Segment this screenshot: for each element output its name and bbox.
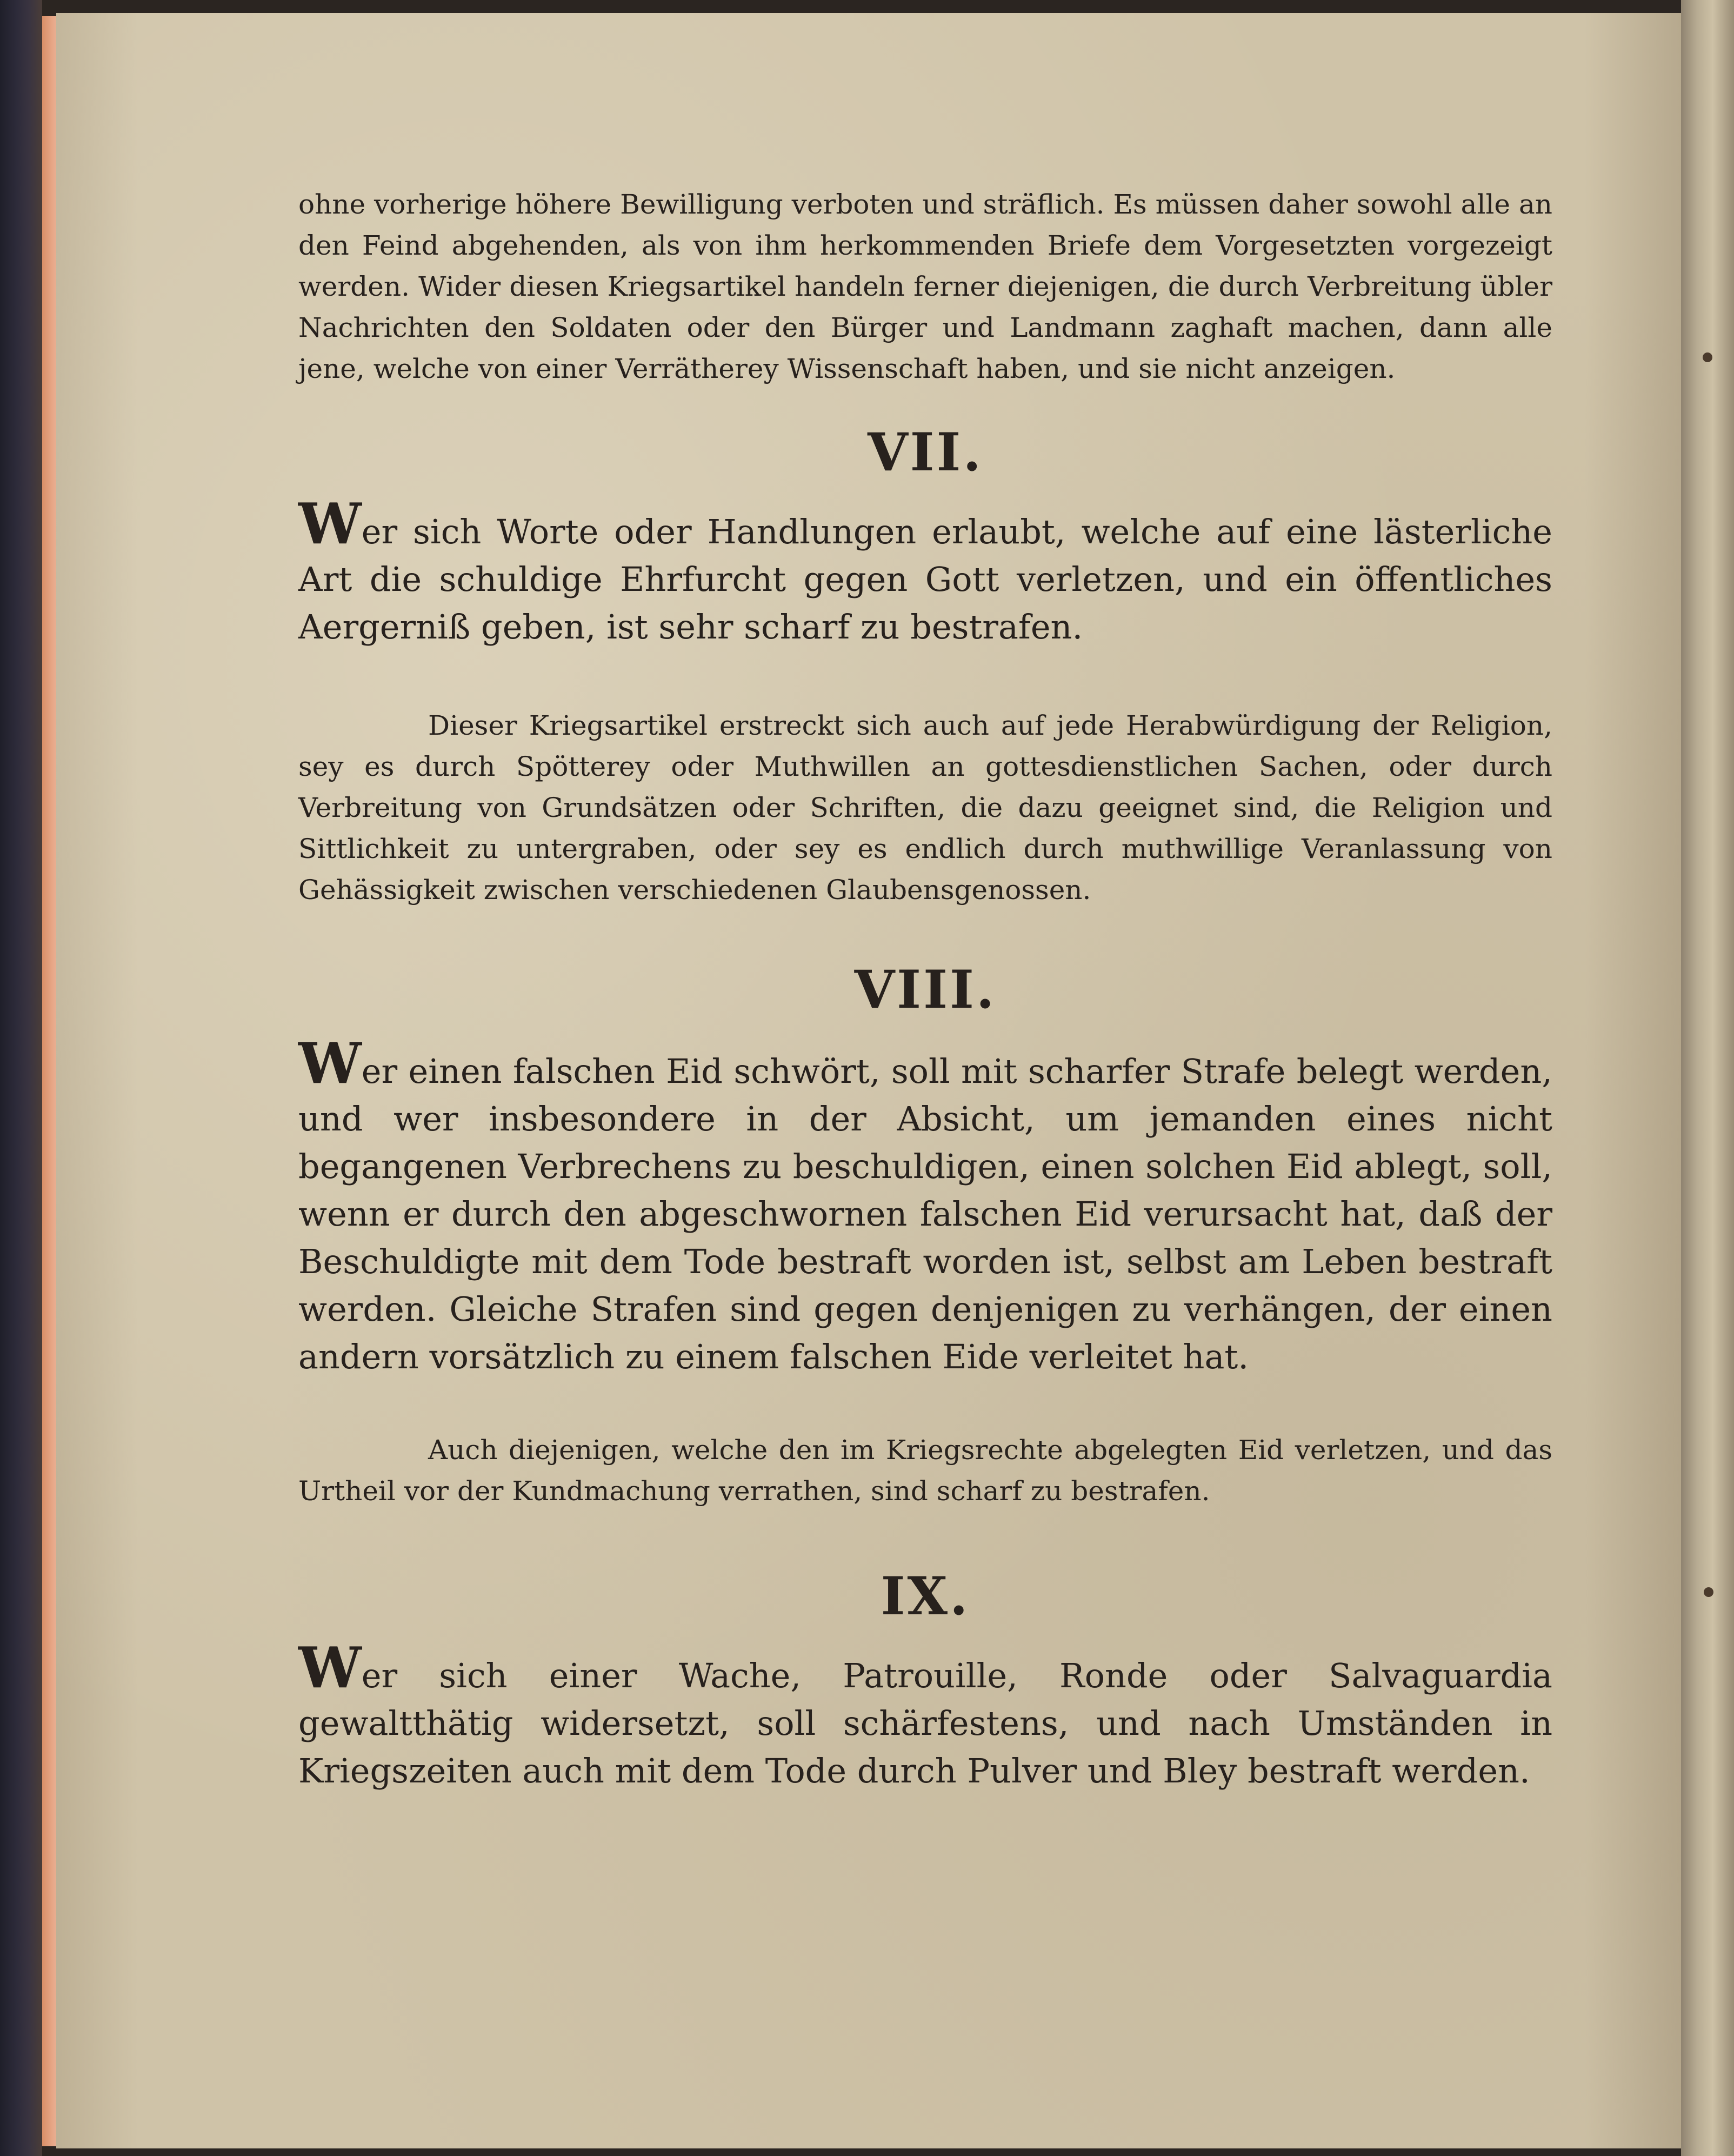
initial-letter: W: [298, 490, 362, 557]
article-numeral: VIII.: [854, 959, 997, 1020]
facing-page-gutter: [1681, 0, 1734, 2156]
initial-letter: W: [298, 1030, 362, 1096]
article-text-body: er einen falschen Eid schwört, soll mit scharfer Strafe belegt werden, und wer insbesondere in der Absicht, um jemanden eines nicht begangenen Verbrechens zu beschuldigen, einen solchen Eid ablegt, soll, wenn er durch den abgeschwornen falschen Eid verursacht hat, daß der Beschuldigte mit dem Tode bestraft worden ist, selbst am Leben bestraft werden. Gleiche Strafen sind gegen denjenigen zu verhängen, der einen andern vorsätzlich zu einem falschen Eide verleitet hat.: [298, 1052, 1552, 1376]
binding-hole-mark: [1704, 1587, 1713, 1597]
continuation-paragraph: ohne vorherige höhere Bewilligung verboten und sträflich. Es müssen daher sowohl alle an den Feind abgehenden, als von ihm herkommenden Briefe dem Vorgesetzten vorgezeigt werden. Wider diesen Kriegsartikel handeln ferner diejenigen, die durch Verbreitung übler Nachrichten den Soldaten oder den Bürger und Landmann zaghaft machen, dann alle jene, welche von einer Verrätherey Wissenschaft haben, und sie nicht anzeigen.: [298, 189, 1552, 384]
article-note: Dieser Kriegsartikel erstreckt sich auch auf jede Herabwürdigung der Religion, sey es durch Spötterey oder Muthwillen an gottesdienstlichen Sachen, oder durch Verbreitung von Grundsätzen oder Schriften, die dazu geeignet sind, die Religion und Sittlichkeit zu untergraben, oder sey es endlich durch muthwillige Veranlassung von Gehässigkeit zwischen verschiedenen Glaubensgenossen.: [298, 710, 1552, 906]
article-text: [298, 1030, 1552, 1381]
article-text: [298, 1634, 1552, 1795]
article-text: [298, 490, 1552, 651]
book-cover-edge: [0, 0, 42, 2156]
binding-hole-mark: [1703, 352, 1712, 362]
initial-letter: W: [298, 1634, 362, 1701]
text-block: [298, 184, 1552, 1795]
article-note: Auch diejenigen, welche den im Kriegsrechte abgelegten Eid verletzen, und das Urtheil vor der Kundmachung verrathen, sind scharf zu bestrafen.: [298, 1434, 1552, 1507]
article-text-body: er sich einer Wache, Patrouille, Ronde oder Salvaguardia gewaltthätig widersetzt, soll schärfestens, und nach Umständen in Kriegszeiten auch mit dem Tode durch Pulver und Bley bestraft werden.: [298, 1656, 1552, 1791]
article-text-body: er sich Worte oder Handlungen erlaubt, welche auf eine lästerliche Art die schuldige Ehrfurcht gegen Gott verletzen, und ein öffentliches Aergerniß geben, ist sehr scharf zu bestrafen.: [298, 512, 1552, 647]
article-numeral: VII.: [868, 422, 983, 483]
article-numeral: IX.: [881, 1566, 970, 1627]
